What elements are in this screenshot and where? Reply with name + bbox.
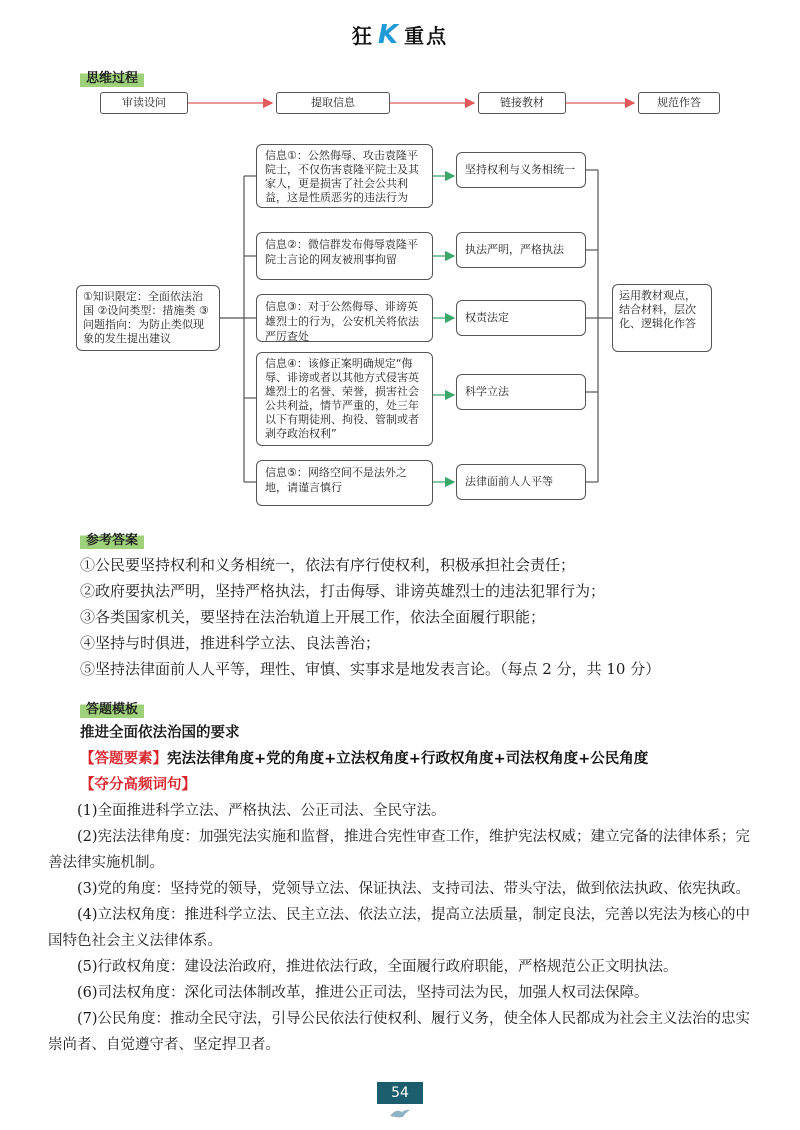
- template-para-7: (7)公民角度：推动全民守法，引导公民依法行使权利、履行义务，使全体人民都成为社会主义法治的忠实崇尚者、自觉遵守者、坚定捍卫者。: [48, 1011, 751, 1053]
- info-box-1: 信息①：公然侮辱、攻击袁隆平院士，不仅伤害袁隆平院士及其家人，更是损害了社会公共利益，这是性质恶劣的违法行为: [256, 144, 433, 208]
- point-box-1: 坚持权利与义务相统一: [456, 152, 586, 188]
- template-para-6: (6)司法权角度：深化司法体制改革，推进公正司法，坚持司法为民，加强人权司法保障。: [77, 985, 649, 1001]
- info-box-3: 信息③：对于公然侮辱、诽谤英雄烈士的行为，公安机关将依法严厉查处: [256, 294, 433, 342]
- answer-item-1: ①公民要坚持权利和义务相统一，依法有序行使权利，积极承担社会责任；: [80, 556, 576, 574]
- answer-item-3: ③各类国家机关，要坚持在法治轨道上开展工作，依法全面履行职能；: [80, 608, 546, 626]
- page-number: 54: [377, 1082, 423, 1104]
- brand-k-logo: K: [377, 20, 401, 50]
- brand-left: 狂: [351, 24, 374, 48]
- answer-elements-tag: 【答题要素】: [80, 750, 167, 767]
- answer-section-label: 参考答案: [80, 528, 144, 549]
- point-box-5: 法律面前人人平等: [456, 464, 586, 500]
- answer-item-4: ④坚持与时俱进，推进科学立法、良法善治；: [80, 634, 381, 652]
- step-read-question: 审读设问: [100, 92, 188, 114]
- info-box-2: 信息②：微信群发布侮辱袁隆平院士言论的网友被刑事拘留: [256, 232, 433, 280]
- answer-elements-text: 宪法法律角度+党的角度+立法权角度+行政权角度+司法权角度+公民角度: [167, 751, 649, 767]
- point-box-3: 权责法定: [456, 300, 586, 336]
- point-box-2: 执法严明，严格执法: [456, 232, 586, 268]
- template-section-label: 答题模板: [80, 697, 144, 718]
- step-extract-info: 提取信息: [276, 92, 390, 114]
- info-box-4: 信息④：该修正案明确规定“侮辱、诽谤或者以其他方式侵害英雄烈士的名誉、荣誉，损害社会公共利益，情节严重的，处三年以下有期徒刑、拘役、管制或者剥夺政治权利”: [256, 352, 433, 446]
- answer-list: [80, 552, 760, 682]
- template-para-3: (3)党的角度：坚持党的领导，党领导立法、保证执法、支持司法、带头守法，做到依法执政、依宪执政。: [77, 881, 751, 897]
- thinking-section-label: 思维过程: [80, 66, 144, 87]
- step-link-textbook: 链接教材: [478, 92, 566, 114]
- template-para-2: (2)宪法法律角度：加强宪法实施和监督，推进合宪性审查工作，维护宪法权威；建立完备的法律体系；完善法律实施机制。: [48, 829, 751, 871]
- answer-elements-line: [48, 746, 760, 772]
- template-para-1: (1)全面推进科学立法、严格执法、公正司法、全民守法。: [77, 803, 446, 819]
- high-frequency-tag-line: [48, 772, 760, 798]
- template-para-5: (5)行政权角度：建设法治政府，推进依法行政，全面履行政府职能，严格规范公正文明执法。: [77, 959, 678, 975]
- bird-ornament-icon: [388, 1106, 412, 1120]
- point-box-4: 科学立法: [456, 374, 586, 410]
- answer-method-box: 运用教材观点，结合材料，层次化、逻辑化作答: [612, 284, 712, 352]
- high-frequency-tag: 【夺分高频词句】: [80, 776, 196, 793]
- template-body: [48, 720, 760, 1058]
- question-analysis-box: ①知识限定：全面依法治国 ②设问类型：措施类 ③问题指向：为防止类似现象的发生提出建议: [76, 285, 220, 351]
- step-standard-answer: 规范作答: [638, 92, 720, 114]
- answer-item-2: ②政府要执法严明，坚持严格执法，打击侮辱、诽谤英雄烈士的违法犯罪行为；: [80, 582, 606, 600]
- info-box-5: 信息⑤：网络空间不是法外之地，请谨言慎行: [256, 460, 433, 506]
- answer-item-5: ⑤坚持法律面前人人平等，理性、审慎、实事求是地发表言论。（每点 2 分，共 10 分）: [80, 660, 661, 678]
- brand-right: 重点: [404, 24, 449, 48]
- template-title: 推进全面依法治国的要求: [80, 725, 240, 741]
- template-para-4: (4)立法权角度：推进科学立法、民主立法、依法立法，提高立法质量，制定良法，完善以宪法为核心的中国特色社会主义法律体系。: [48, 907, 751, 949]
